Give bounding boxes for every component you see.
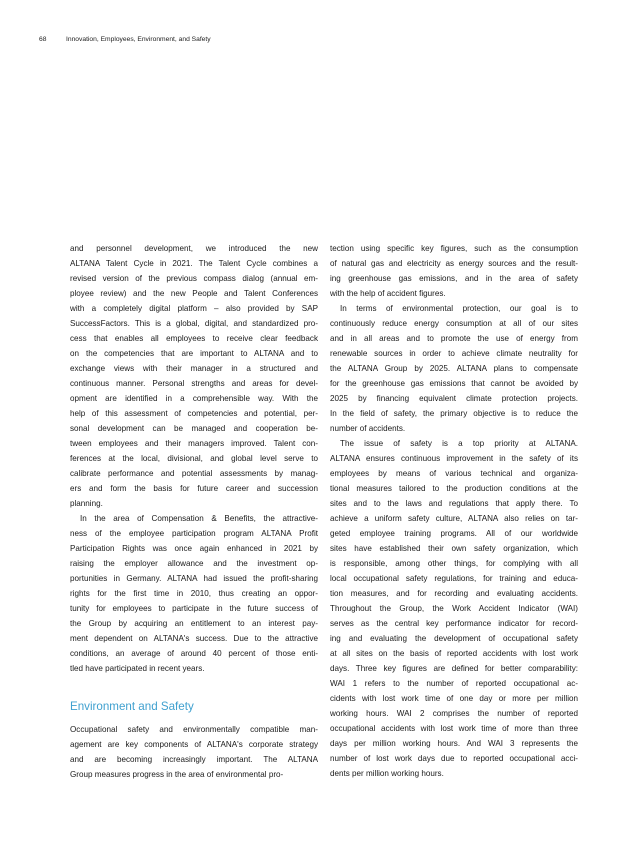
text-line: sites have established their own safety organization, which — [330, 544, 578, 553]
text-line: exchange views with their manager in a structured and — [70, 364, 318, 373]
text-line: tection using specific key figures, such as the consumption — [330, 244, 578, 253]
text-line: the ALTANA Group by 2025. ALTANA plans to compensate — [330, 364, 578, 373]
text-line: ness of the employee participation program ALTANA Profit — [70, 529, 318, 538]
text-line: Throughout the Group, the Work Accident Indicator (WAI) — [330, 604, 578, 613]
text-line: cidents with lost work time of one day or more per million — [330, 694, 578, 703]
text-line: revised version of the previous compass dialog (annual em- — [70, 274, 318, 283]
text-line: on the competencies that are important to ALTANA and to — [70, 349, 318, 358]
text-line: continuously reduce energy consumption at all of our sites — [330, 319, 578, 328]
text-line: geted employee training programs. All of our worldwide — [330, 529, 578, 538]
text-line: is responsible, among other things, for complying with all — [330, 559, 578, 568]
text-line: Occupational safety and environmentally compatible man- — [70, 725, 318, 734]
text-line: The issue of safety is a top priority at ALTANA. — [340, 439, 578, 448]
text-line: conditions, an average of around 40 percent of those enti- — [70, 649, 318, 658]
running-title: Innovation, Employees, Environment, and Safety — [66, 36, 211, 43]
text-line: In terms of environmental protection, our goal is to — [340, 304, 578, 313]
text-line: of natural gas and electricity as energy sources and the result- — [330, 259, 578, 268]
right-paragraph-2 — [330, 301, 578, 436]
text-line: serves as the central key performance indicator for record- — [330, 619, 578, 628]
text-line: at all sites on the basis of reported accidents with lost work — [330, 649, 578, 658]
text-line: local occupational safety regulations, for training and educa- — [330, 574, 578, 583]
text-line: ers and form the basis for future career and succession — [70, 484, 318, 493]
text-line: agement are key components of ALTANA's corporate strategy — [70, 740, 318, 749]
text-line: and in all areas and to promote the use of energy from — [330, 334, 578, 343]
text-line: ment dependent on ALTANA's success. Due to the attractive — [70, 634, 318, 643]
section-heading: Environment and Safety — [70, 700, 194, 713]
left-paragraph-3 — [70, 722, 318, 782]
text-line: 2025 by financing equivalent climate protection projects. — [330, 394, 578, 403]
text-line: SuccessFactors. This is a global, digital, and standardized pro- — [70, 319, 318, 328]
left-paragraph-1 — [70, 241, 318, 511]
text-line: for the greenhouse gas emissions that cannot be avoided by — [330, 379, 578, 388]
right-column — [330, 241, 578, 781]
page-header — [39, 36, 211, 43]
text-line: Group measures progress in the area of environmental pro- — [70, 770, 284, 779]
right-paragraph-1 — [330, 241, 578, 301]
text-line: ferences at the local, divisional, and global level serve to — [70, 454, 318, 463]
text-line: and personnel development, we introduced the new — [70, 244, 318, 253]
text-line: number of lost work days due to reported occupational acci- — [330, 754, 578, 763]
text-line: raising the employer allowance and the investment op- — [70, 559, 318, 568]
text-line: In the area of Compensation & Benefits, the attractive- — [80, 514, 318, 523]
text-line: opment are identified in a comprehensible way. With the — [70, 394, 318, 403]
text-line: ployee review) and the new People and Talent Conferences — [70, 289, 318, 298]
left-column — [70, 241, 318, 782]
text-line: achieve a uniform safety culture, ALTANA also relies on tar- — [330, 514, 578, 523]
text-line: employees by means of various technical and organiza- — [330, 469, 578, 478]
text-line: the Group by acquiring an entitlement to an interest pay- — [70, 619, 318, 628]
paragraph-gap — [70, 676, 318, 691]
text-line: with the help of accident figures. — [330, 289, 446, 298]
text-line: rights for the first time in 2010, thus creating an oppor- — [70, 589, 318, 598]
right-paragraph-3 — [330, 436, 578, 781]
text-line: cess that enables all employees to receive clear feedback — [70, 334, 318, 343]
text-line: Participation Rights was once again enhanced in 2021 by — [70, 544, 318, 553]
text-line: tion measures, and for recording and evaluating accidents. — [330, 589, 578, 598]
text-line: renewable sources in order to achieve climate neutrality for — [330, 349, 578, 358]
text-line: tled have participated in recent years. — [70, 664, 205, 673]
text-line: ing greenhouse gas emissions, and in the area of safety — [330, 274, 578, 283]
text-line: tunity for employees to participate in the future success of — [70, 604, 318, 613]
text-line: occupational accidents with lost work time of more than three — [330, 724, 578, 733]
text-line: In the field of safety, the primary objective is to reduce the — [330, 409, 578, 418]
text-line: planning. — [70, 499, 103, 508]
text-line: calibrate performance and potential assessments by manag- — [70, 469, 318, 478]
text-line: dents per million working hours. — [330, 769, 444, 778]
page-number: 68 — [39, 36, 47, 43]
text-line: WAI 1 refers to the number of reported occupational ac- — [330, 679, 578, 688]
text-line: sites and to the laws and regulations that apply there. To — [330, 499, 578, 508]
text-line: sonal development can be managed and cooperation be- — [70, 424, 318, 433]
left-paragraph-2 — [70, 511, 318, 676]
text-line: days. Three key figures are defined for better comparability: — [330, 664, 578, 673]
text-line: ALTANA Talent Cycle in 2021. The Talent Cycle combines a — [70, 259, 318, 268]
text-line: tional measures tailored to the production conditions at the — [330, 484, 578, 493]
text-line: ALTANA ensures continuous improvement in the safety of its — [330, 454, 578, 463]
text-line: help of this assessment of competencies and potential, per- — [70, 409, 318, 418]
text-line: portunities in Germany. ALTANA had issued the profit-sharing — [70, 574, 318, 583]
text-line: working hours. WAI 2 comprises the number of reported — [330, 709, 578, 718]
text-line: tween employees and their managers improved. Talent con- — [70, 439, 318, 448]
text-line: continuous manner. Personal strengths and areas for devel- — [70, 379, 318, 388]
text-line: and are becoming increasingly important. The ALTANA — [70, 755, 318, 764]
text-line: ing and evaluating the development of occupational safety — [330, 634, 578, 643]
text-line: days per million working hours. And WAI 3 represents the — [330, 739, 578, 748]
text-line: with a completely digital platform – also provided by SAP — [70, 304, 318, 313]
text-line: number of accidents. — [330, 424, 406, 433]
